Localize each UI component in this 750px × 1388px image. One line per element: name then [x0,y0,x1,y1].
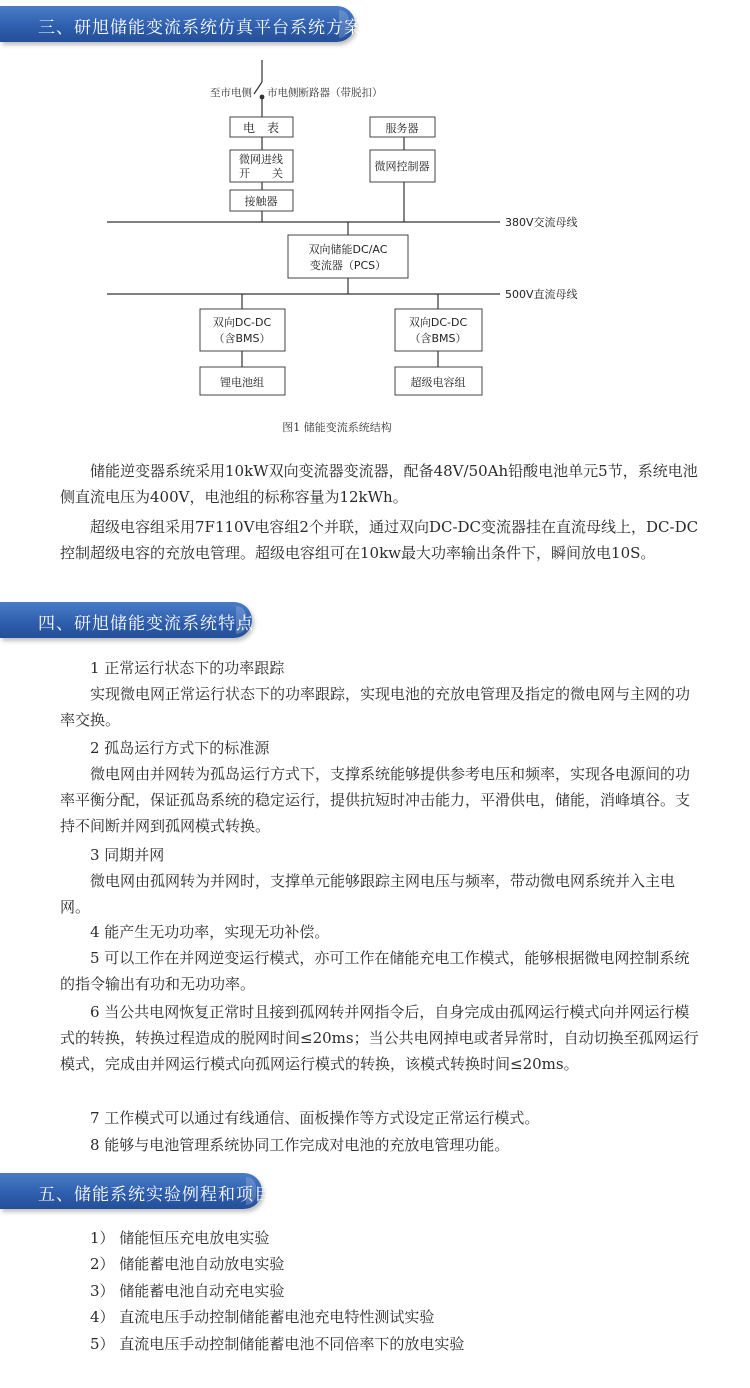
section-5-banner [0,1173,272,1209]
meter-box-label: 电 表 [242,121,280,135]
feature-item-8: 8 能够与电池管理系统协同工作完成对电池的充放电管理功能。 [90,1136,510,1154]
feature-item-4: 4 能产生无功功率，实现无功补偿。 [90,923,330,941]
feature-text-1: 实现微电网正常运行状态下的功率跟踪，实现电池的充放电管理及指定的微电网与主网的功率交换。 [60,685,691,729]
experiment-item-3: 3） 储能蓄电池自动充电实验 [90,1282,285,1300]
pcs-box-label-2: 变流器（PCS） [309,259,387,272]
dcdc-right-label-1: 双向DC-DC [408,316,468,329]
feature-item-7: 7 工作模式可以通过有线通信、面板操作等方式设定正常运行模式。 [90,1109,540,1127]
system-structure-diagram [0,50,750,495]
dc-bus-label: 500V直流母线 [505,288,578,301]
contactor-box-label: 接触器 [244,195,278,208]
feature-heading-1: 1 正常运行状态下的功率跟踪 [90,659,285,677]
section-3-title: 三、研旭储能变流系统仿真平台系统方案 [38,18,362,38]
experiment-item-2: 2） 储能蓄电池自动放电实验 [90,1255,285,1273]
supercap-box-label: 超级电容组 [410,376,466,389]
s3-paragraph-1: 储能逆变器系统采用10kW双向变流器变流器，配备48V/50Ah铅酸电池单元5节，系统电池侧直流电压为400V，电池组的标称容量为12kWh。 [60,462,698,506]
section-5-title: 五、储能系统实验例程和项目 [38,1185,272,1205]
server-box-label: 服务器 [385,122,419,135]
dcdc-right-label-2: （含BMS） [409,332,467,345]
section-3-banner [0,6,362,42]
dcdc-left-label-1: 双向DC-DC [212,316,272,329]
feature-heading-2: 2 孤岛运行方式下的标准源 [90,739,270,757]
section-4-banner [0,602,252,638]
experiment-item-1: 1） 储能恒压充电放电实验 [90,1229,270,1247]
feature-item-5: 5 可以工作在并网逆变运行模式，亦可工作在储能充电工作模式，能够根据微电网控制系统的指令输出有功和无功功率。 [60,949,690,993]
switch-box-label-2: 开 关 [239,167,283,180]
switch-box-label-1: 微网进线 [239,153,283,166]
figure-caption: 图1 储能变流系统结构 [282,421,392,434]
battery-box-label: 锂电池组 [220,376,264,389]
ac-bus-label: 380V交流母线 [505,216,578,229]
pcs-box-label-1: 双向储能DC/AC [308,243,388,256]
experiment-item-5: 5） 直流电压手动控制储能蓄电池不同倍率下的放电实验 [90,1335,465,1353]
dcdc-left-label-2: （含BMS） [213,332,271,345]
breaker-label: 市电侧断路器（带脱扣） [267,87,383,99]
grid-side-label: 至市电侧 [210,87,252,99]
s3-paragraph-2: 超级电容组采用7F110V电容组2个并联，通过双向DC-DC变流器挂在直流母线上，DC-DC控制超级电容的充放电管理。超级电容组可在10kw最大功率输出条件下，瞬间放电10S。 [60,518,699,562]
controller-box-label: 微网控制器 [374,160,430,173]
feature-text-2: 微电网由并网转为孤岛运行方式下，支撑系统能够提供参考电压和频率，实现各电源间的功率平衡分配，保证孤岛系统的稳定运行，提供抗短时冲击能力，平滑供电，储能，消峰填谷。支持不间断并网到孤网模式转换。 [60,765,691,835]
feature-text-3: 微电网由孤网转为并网时，支撑单元能够跟踪主网电压与频率，带动微电网系统并入主电网。 [60,872,676,916]
feature-heading-3: 3 同期并网 [90,846,165,864]
section-4-title: 四、研旭储能变流系统特点 [38,614,254,634]
feature-item-6: 6 当公共电网恢复正常时且接到孤网转并网指令后，自身完成由孤网运行模式向并网运行模式的转换，转换过程造成的脱网时间≤20ms；当公共电网掉电或者异常时，自动切换至孤网运行模式，完成由并网运行模式向孤网运行模式的转换，该模式转换时间≤20ms。 [60,1003,699,1073]
experiment-item-4: 4） 直流电压手动控制储能蓄电池充电特性测试实验 [90,1308,435,1326]
